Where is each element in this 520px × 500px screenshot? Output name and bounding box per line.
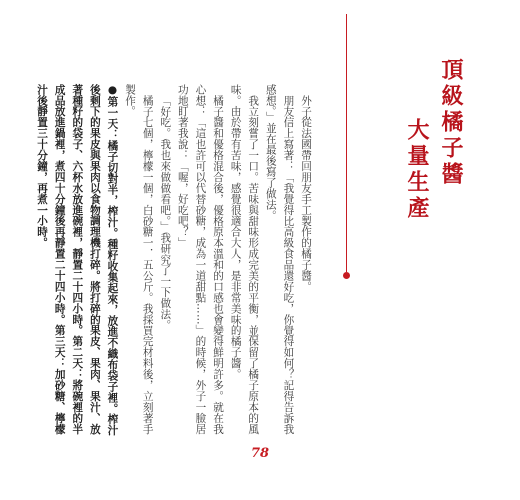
title-line-2: 大量生產: [404, 118, 430, 222]
paragraph: 外子從法國帶回朋友手工製作的橘子醬。: [300, 94, 312, 292]
body-text: [14, 84, 314, 444]
paragraph: 「好吃。我也來做做看吧。」我研究了一下做法。: [159, 94, 172, 331]
paragraph: 朋友信上寫著：「我覺得比高級食品還好吃，你覺得如何？記得告訴我感想。」並在最後寫了做法。: [264, 84, 295, 435]
chapter-title: [406, 58, 462, 222]
paragraph: 橘子七個，檸檬一個，白砂糖一．五公斤。我採買完材料後，立刻著手製作。: [124, 84, 154, 435]
title-line-1: 頂級橘子醬: [438, 58, 464, 188]
red-divider-line: [346, 14, 347, 272]
paragraph: 我立刻嘗了一口。苦味與甜味形成完美的平衡，並保留了橘子原本的風味。由於帶有苦味，感覺很適合大人，是非常美味的橘子醬。: [229, 84, 260, 435]
recipe-steps: ●第一天：橘子切對半，榨汁。種籽收集起來，放進不織布袋子裡。榨汁後剩下的果皮與果肉以食物調理機打碎。將打碎的果皮、果肉、果汁、放著種籽的袋子、六杯水放進碗裡，靜置二十四小時。第二天：將碗裡的半成品放進鍋裡，煮四十分鐘後再靜置二十四小時。第三天：加砂糖、檸檬汁後靜置三十分鐘，再煮一小時。: [36, 84, 119, 436]
page-number: 78: [250, 446, 270, 461]
red-dot-ornament: [343, 272, 350, 279]
paragraph: 橘子醬和優格混合後，優格原本溫和的口感也會變得鮮明許多。就在我心想：「這也許可以代替砂糖，成為一道甜點……」的時候，外子一臉居功地盯著我說：「喔，好吃吧？」: [176, 84, 225, 435]
